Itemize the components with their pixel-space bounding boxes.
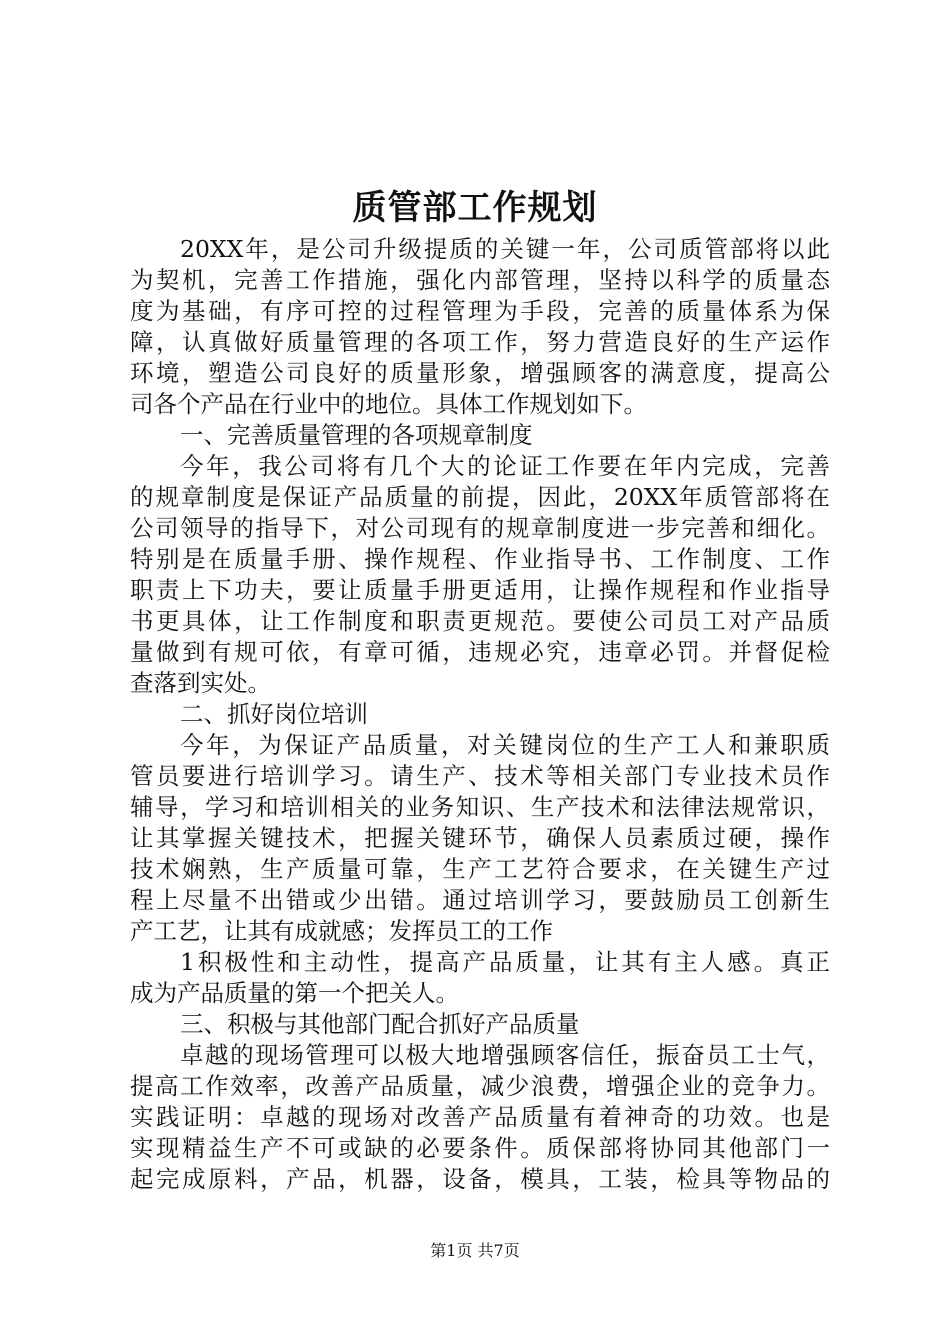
text-line: 司各个产品在行业中的地位。具体工作规划如下。	[130, 390, 647, 418]
text-line: 查落到实处。	[130, 669, 271, 697]
text-line: 产工艺，让其有成就感；发挥员工的工作	[130, 917, 553, 945]
text-line: 三、积极与其他部门配合抓好产品质量	[180, 1010, 580, 1038]
text-line: 的规章制度是保证产品质量的前提，因此，20XX年质管部将在	[130, 483, 830, 511]
text-line: 实践证明：卓越的现场对改善产品质量有着神奇的功效。也是	[130, 1103, 830, 1131]
text-line: 障，认真做好质量管理的各项工作，努力营造良好的生产运作	[130, 328, 830, 356]
text-line: 二、抓好岗位培训	[180, 700, 368, 728]
text-line: 让其掌握关键技术，把握关键环节，确保人员素质过硬，操作	[130, 824, 830, 852]
text-line: 程上尽量不出错或少出错。通过培训学习，要鼓励员工创新生	[130, 886, 830, 914]
document-title: 质管部工作规划	[352, 188, 598, 228]
text-line: 提高工作效率，改善产品质量，减少浪费，增强企业的竞争力。	[130, 1072, 830, 1100]
text-line: 管员要进行培训学习。请生产、技术等相关部门专业技术员作	[130, 762, 830, 790]
text-line: 1积极性和主动性，提高产品质量，让其有主人感。真正	[180, 948, 830, 976]
text-line: 为契机，完善工作措施，强化内部管理，坚持以科学的质量态	[130, 266, 830, 294]
text-line: 今年，为保证产品质量，对关键岗位的生产工人和兼职质	[180, 731, 830, 759]
text-line: 书更具体，让工作制度和职责更规范。要使公司员工对产品质	[130, 607, 830, 635]
text-line: 卓越的现场管理可以极大地增强顾客信任，振奋员工士气，	[180, 1041, 830, 1069]
text-line: 职责上下功夫，要让质量手册更适用，让操作规程和作业指导	[130, 576, 830, 604]
text-line: 环境，塑造公司良好的质量形象，增强顾客的满意度，提高公	[130, 359, 830, 387]
text-line: 一、完善质量管理的各项规章制度	[180, 421, 533, 449]
text-line: 特别是在质量手册、操作规程、作业指导书、工作制度、工作	[130, 545, 830, 573]
document-body	[130, 234, 830, 1195]
text-line: 实现精益生产不可或缺的必要条件。质保部将协同其他部门一	[130, 1134, 830, 1162]
text-line: 辅导，学习和培训相关的业务知识、生产技术和法律法规常识，	[130, 793, 830, 821]
text-line: 公司领导的指导下，对公司现有的规章制度进一步完善和细化。	[130, 514, 830, 542]
text-line: 今年，我公司将有几个大的论证工作要在年内完成，完善	[180, 452, 830, 480]
text-line: 起完成原料，产品，机器，设备，模具，工装，检具等物品的	[130, 1165, 830, 1193]
text-line: 技术娴熟，生产质量可靠，生产工艺符合要求，在关键生产过	[130, 855, 830, 883]
text-line: 度为基础，有序可控的过程管理为手段，完善的质量体系为保	[130, 297, 830, 325]
page-footer: 第1页 共7页	[430, 1241, 520, 1260]
text-line: 量做到有规可依，有章可循，违规必究，违章必罚。并督促检	[130, 638, 830, 666]
text-line: 20XX年，是公司升级提质的关键一年，公司质管部将以此	[180, 235, 830, 263]
text-line: 成为产品质量的第一个把关人。	[130, 979, 459, 1007]
